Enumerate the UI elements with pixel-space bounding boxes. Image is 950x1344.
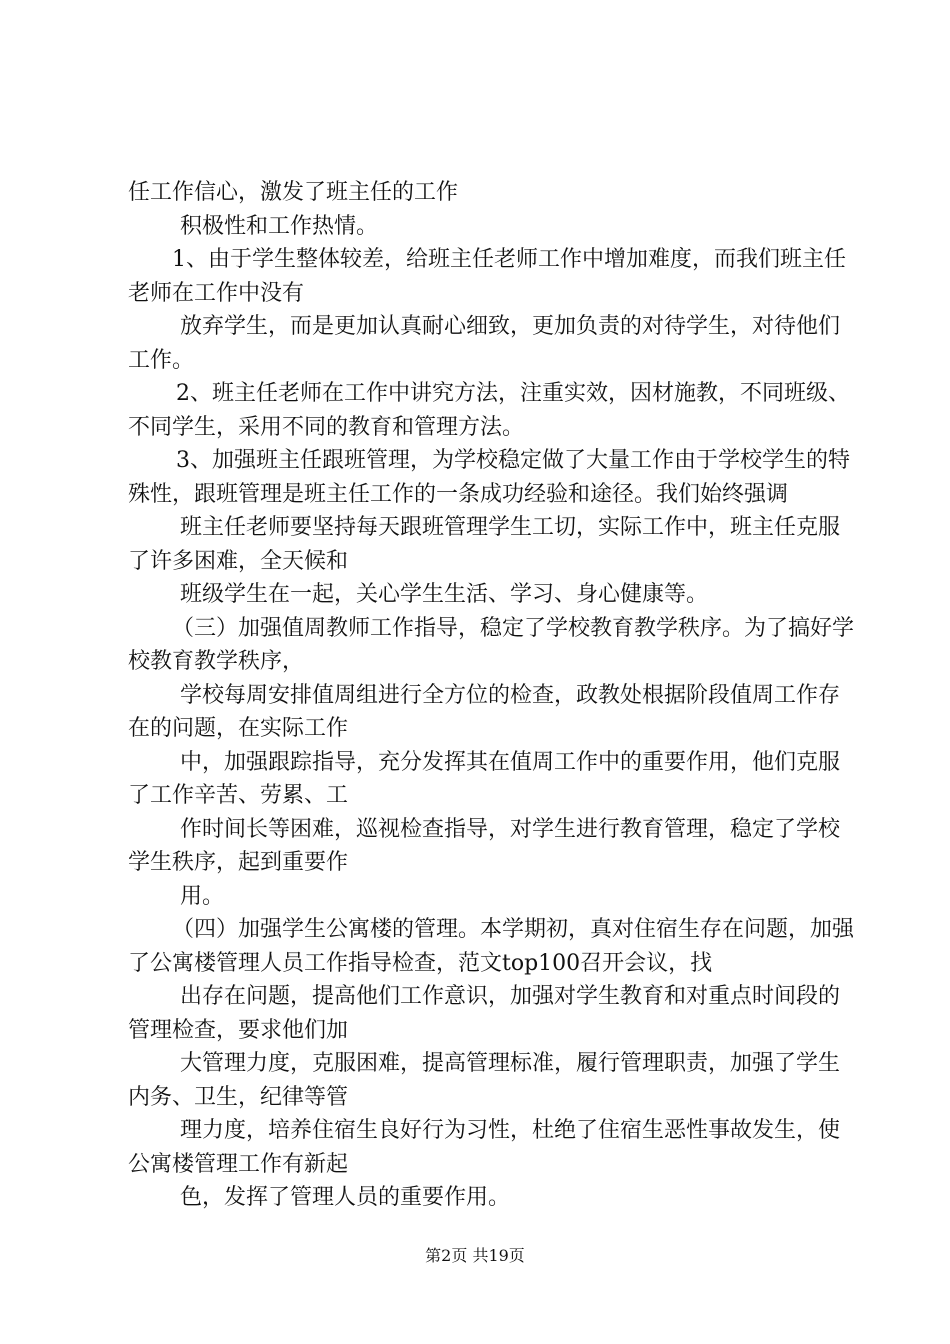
paragraph: 出存在问题，提高他们工作意识，加强对学生教育和对重点时间段的管理检查，要求他们加 (128, 984, 841, 1043)
paragraph: 班主任老师要坚持每天跟班管理学生工切，实际工作中，班主任克服了许多困难，全天候和 (128, 515, 841, 574)
paragraph: 色，发挥了管理人员的重要作用。 (180, 1185, 511, 1210)
paragraph: （四）加强学生公寓楼的管理。本学期初，真对住宿生存在问题，加强了公寓楼管理人员工作指导检查，范文top100召开会议，找 (128, 917, 855, 976)
paragraph: 理力度，培养住宿生良好行为习性，杜绝了住宿生恶性事故发生，使公寓楼管理工作有新起 (128, 1118, 841, 1177)
paragraph: 学校每周安排值周组进行全方位的检查，政教处根据阶段值周工作存在的问题，在实际工作 (128, 682, 841, 741)
paragraph: 积极性和工作热情。 (180, 213, 379, 239)
paragraph: 放弃学生，而是更加认真耐心细致，更加负责的对待学生，对待他们工作。 (128, 314, 841, 373)
paragraph: 1、由于学生整体较差，给班主任老师工作中增加难度，而我们班主任老师在工作中没有 (128, 247, 846, 306)
paragraph: 任工作信心，激发了班主任的工作 (128, 180, 459, 205)
paragraph: 大管理力度，克服困难，提高管理标准，履行管理职责，加强了学生内务、卫生，纪律等管 (128, 1051, 841, 1110)
paragraph: 3、加强班主任跟班管理，为学校稳定做了大量工作由于学校学生的特殊性，跟班管理是班主任工作的一条成功经验和途径。我们始终强调 (128, 448, 850, 507)
paragraph: 用。 (180, 883, 225, 909)
paragraph: （三）加强值周教师工作指导，稳定了学校教育教学秩序。为了搞好学校教育教学秩序， (128, 615, 855, 674)
page-number-footer: 第2页 共19页 (425, 1246, 525, 1265)
paragraph: 2、班主任老师在工作中讲究方法，注重实效，因材施教，不同班级、不同学生，采用不同的教育和管理方法。 (128, 381, 850, 440)
paragraph: 中，加强跟踪指导，充分发挥其在值周工作中的重要作用，他们克服了工作辛苦、劳累、工 (128, 749, 841, 808)
document-body (128, 176, 858, 1215)
paragraph: 班级学生在一起，关心学生生活、学习、身心健康等。 (180, 582, 709, 607)
paragraph: 作时间长等困难，巡视检查指导，对学生进行教育管理，稳定了学校学生秩序，起到重要作 (128, 816, 841, 875)
